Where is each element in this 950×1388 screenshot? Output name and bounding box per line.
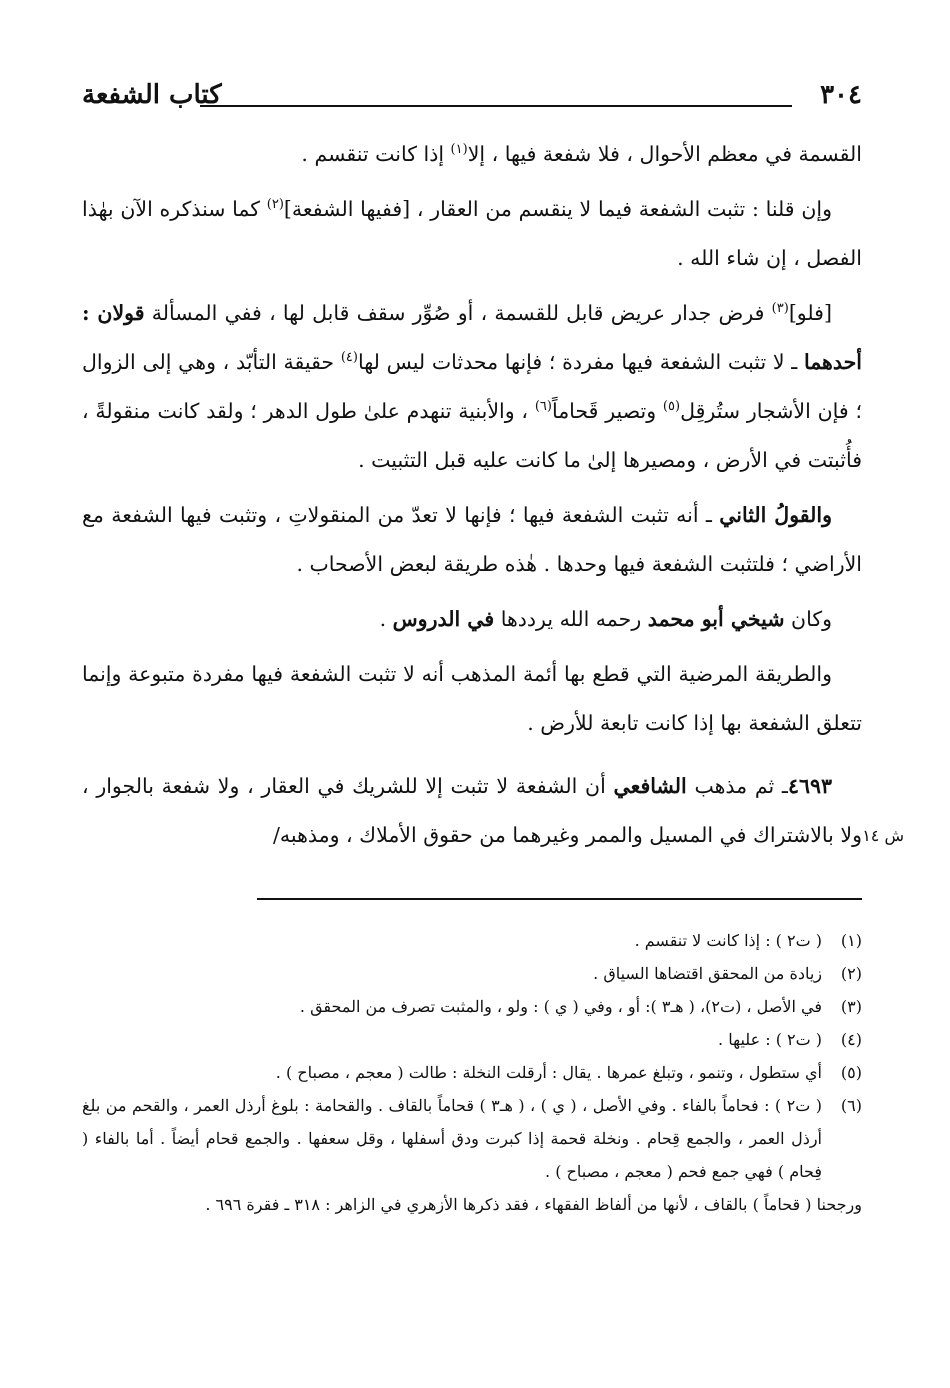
paragraph-4 (82, 491, 862, 589)
text-run: وكان (784, 607, 832, 631)
footnotes (82, 924, 862, 1221)
text-run: ـ لا تثبت الشفعة فيها مفردة ؛ فإنها محدثات ليس لها (357, 350, 804, 374)
text-run: القسمة في معظم الأحوال ، فلا شفعة فيها ، إلا (467, 142, 862, 166)
footnote-text: ( ت٢ ) : إذا كانت لا تنقسم . (634, 931, 822, 950)
footnote-ref-6: (٦) (534, 399, 552, 415)
footnote-ref-2: (٢) (266, 197, 284, 213)
text-run: ، والأبنية تنهدم علىٰ طول الدهر ؛ ولقد كانت منقولةً ، فأُثبتت في الأرض ، ومصيرها إلىٰ ما كانت عليه قبل التثبيت . (82, 399, 862, 472)
text-run: وتصير قَحاماً (551, 399, 663, 423)
paragraph-6 (82, 650, 862, 748)
bold-term: والقولُ الثاني (719, 503, 832, 527)
footnote-ref-3: (٣) (771, 301, 789, 317)
paragraph-7 (82, 762, 904, 860)
text-run: فرض جدار عريض قابل للقسمة ، أو صُوِّر سقف قابل لها ، ففي المسألة (144, 301, 772, 325)
footnote-text: ( ت٢ ) : عليها . (718, 1030, 822, 1049)
footnote-continuation: ورجحنا ( قحاماً ) بالقاف ، لأنها من ألفاظ الفقهاء ، فقد ذكرها الأزهري في الزاهر : ٣١٨ ـ فقرة ٦٩٦ . (205, 1195, 862, 1214)
text-run: أن الشفعة لا تثبت إلا للشريك في العقار ، ولا شفعة بالجوار ، ولا بالاشتراك في المسيل والممر وغيرهما من حقوق الأملاك ، ومذهبه/ (82, 774, 862, 847)
footnote-number: (٦) (840, 1096, 862, 1115)
page-header (82, 78, 862, 122)
footnote-ref-1: (١) (450, 142, 468, 158)
text-run: وإن قلنا : تثبت الشفعة فيما لا ينقسم من العقار ، [ففيها الشفعة] (283, 197, 832, 221)
paragraph-2 (82, 185, 862, 283)
footnote-text: زيادة من المحقق اقتضاها السياق . (593, 964, 822, 983)
footnote-number: (١) (840, 931, 862, 950)
text-run: إذا كانت تنقسم . (301, 142, 451, 166)
bold-term: قولان : أحدهما (82, 301, 862, 374)
text-run: ـ أنه تثبت الشفعة فيها ؛ فإنها لا تعدّ من المنقولاتِ ، وتثبت فيها الشفعة مع الأراضي ؛ فلتثبت الشفعة فيها وحدها . هٰذه طريقة لبعض الأصحاب . (82, 503, 862, 576)
text-run: كما سنذكره الآن بهٰذا الفصل ، إن شاء الله . (82, 197, 862, 270)
footnote (82, 1023, 862, 1056)
footnote-text: في الأصل ، (ت٢)، ( هـ٣ ): أو ، وفي ( ي ) : ولو ، والمثبت تصرف من المحقق . (299, 997, 822, 1016)
section-number: ٤٦٩٣ (787, 774, 832, 798)
text-run: [فلو] (788, 301, 832, 325)
page-number: ٣٠٤ (820, 80, 862, 110)
paragraph-5 (82, 595, 862, 644)
text-run: والطريقة المرضية التي قطع بها أئمة المذهب أنه لا تثبت الشفعة فيها مفردة متبوعة وإنما تتعلق الشفعة بها إذا كانت تابعة للأرض . (82, 662, 862, 735)
header-rule (200, 105, 792, 107)
footnote (82, 1089, 862, 1188)
book-title: كتاب الشفعة (82, 80, 222, 110)
footnote (82, 1056, 862, 1089)
footnote (82, 990, 862, 1023)
footnote-text: أي ستطول ، وتنمو ، وتبلغ عمرها . يقال : أرقلت النخلة : طالت ( معجم ، مصباح ) . (275, 1063, 822, 1082)
manuscript-margin-note: ش ١٤ (862, 826, 904, 845)
footnote-ref-4: (٤) (340, 350, 358, 366)
text-run: . (379, 607, 393, 631)
footnote-separator (257, 898, 862, 900)
main-text (82, 130, 904, 860)
text-run: حقيقة التأبّد ، وهي إلى الزوال ؛ فإن الأشجار ستُرقِل (82, 350, 862, 423)
footnote-number: (٣) (840, 997, 862, 1016)
footnote-ref-5: (٥) (662, 399, 681, 415)
footnote-number: (٢) (840, 964, 862, 983)
paragraph-3 (82, 289, 862, 485)
bold-term: في الدروس (392, 607, 495, 631)
footnote-number: (٥) (840, 1063, 862, 1082)
text-run: ـ ثم مذهب (686, 774, 788, 798)
paragraph-1 (82, 130, 862, 179)
footnote-text: ( ت٢ ) : فحاماً بالفاء . وفي الأصل ، ( ي ) ، ( هـ٣ ) قحاماً بالقاف . والقحامة : بلوغ أرذل العمر ، والقحم من بلغ أرذل العمر ، والجمع قِحام . ونخلة قحمة إذا كبرت ودق أسفلها ، وقل سعفها . والجمع قحام أيضاً . أما بالفاء ( فِحام ) فهي جمع فحم ( معجم ، مصباح ) . (82, 1096, 823, 1181)
footnote-number: (٤) (840, 1030, 862, 1049)
bold-term: شيخي أبو محمد (647, 607, 785, 631)
bold-term: الشافعي (613, 774, 687, 798)
text-run: رحمه الله يرددها (494, 607, 648, 631)
footnote (82, 924, 862, 957)
footnote (82, 957, 862, 990)
